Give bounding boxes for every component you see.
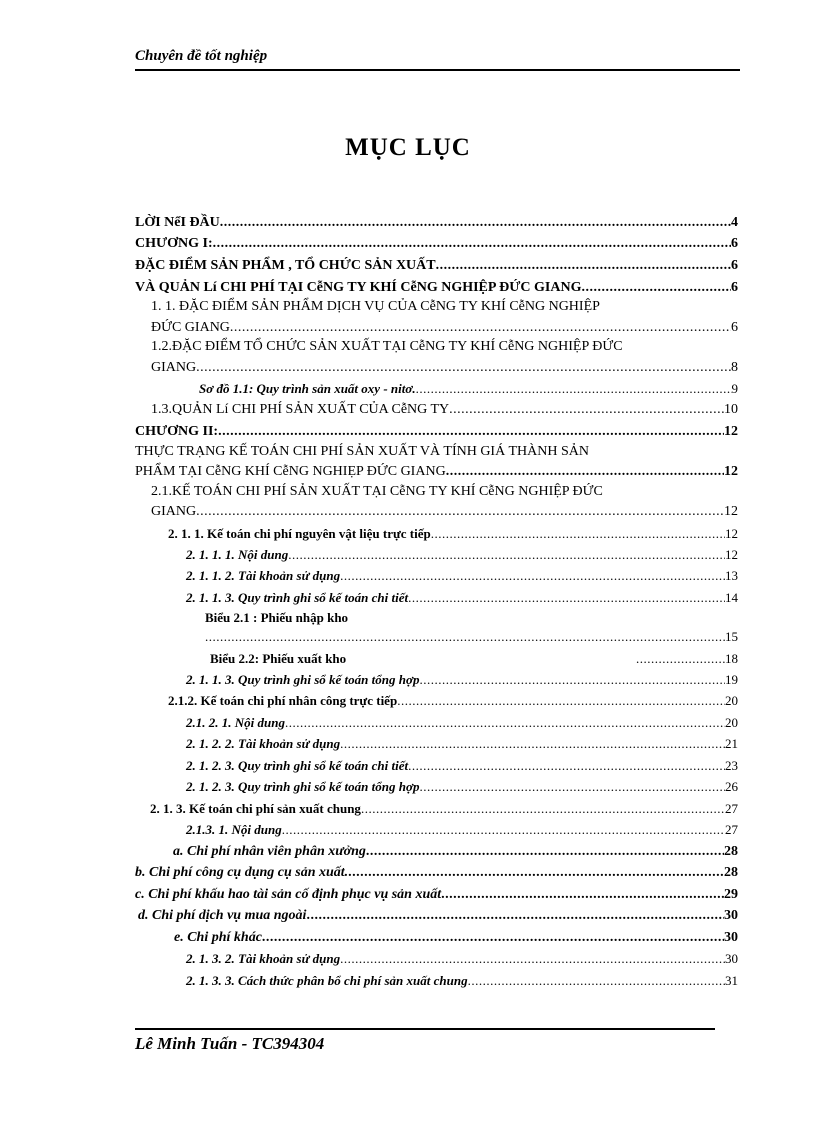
toc-entry[interactable]: 2.1.3. 1. Nội dung ..... 27 — [186, 821, 738, 839]
toc-entry-line1[interactable]: 2.1.KẾ TOÁN CHI PHÍ SẢN XUẤT TẠI CễNG TY KHÍ CễNG NGHIỆP ĐỨC — [151, 484, 603, 499]
toc-entry[interactable]: 2. 1. 3. Kế toán chi phí sản xuất chung ..... 27 — [150, 800, 738, 818]
toc-entry[interactable]: c. Chi phí khấu hao tài sản cố định phục vụ sản xuất ..... 29 — [135, 886, 738, 904]
toc-entry[interactable]: d. Chi phí dịch vụ mua ngoài ..... 30 — [138, 907, 738, 925]
toc-entry[interactable]: CHƯƠNG I: ..... 6 — [135, 235, 738, 253]
toc-entry[interactable]: 2. 1. 3. 3. Cách thức phân bổ chi phí sản xuất chung ..... 31 — [186, 972, 738, 990]
toc-entry[interactable]: CHƯƠNG II: ..... 12 — [135, 423, 738, 441]
toc-entry[interactable]: 2. 1. 2. 3. Quy trình ghi sổ kế toán tổng hợp ..... 26 — [186, 778, 738, 796]
toc-entry[interactable]: 2. 1. 2. 2. Tài khoản sử dụng ..... 21 — [186, 735, 738, 753]
toc-entry[interactable]: VÀ QUẢN Lí CHI PHÍ TẠI CễNG TY KHÍ CễNG NGHIỆP ĐỨC GIANG ..... 6 — [135, 279, 738, 297]
toc-entry[interactable]: a. Chi phí nhân viên phân xưởng ..... 28 — [173, 843, 738, 861]
toc-entry[interactable]: 1.3.QUẢN Lí CHI PHÍ SẢN XUẤT CỦA CễNG TY ..... 10 — [151, 401, 738, 419]
toc-entry[interactable]: 2. 1. 1. 2. Tài khoản sử dụng ..... 13 — [186, 567, 738, 585]
toc-entry[interactable]: 2.1. 2. 1. Nội dung ..... 20 — [186, 714, 738, 732]
toc-entry[interactable]: ĐỨC GIANG ..... 6 — [151, 319, 738, 337]
footer-rule — [135, 1028, 715, 1030]
toc-entry[interactable]: 2. 1. 2. 3. Quy trình ghi sổ kế toán chi tiết ..... 23 — [186, 757, 738, 775]
toc-entry[interactable]: GIANG ..... 8 — [151, 359, 738, 377]
toc-entry[interactable]: PHẨM TẠI CễNG KHÍ CễNG NGHIẸP ĐỨC GIANG ..... 12 — [135, 463, 738, 481]
toc-entry[interactable]: 2. 1. 1. 3. Quy trình ghi sổ kế toán tổng hợp ..... 19 — [186, 671, 738, 689]
toc-entry[interactable]: Sơ đồ 1.1: Quy trình sản xuất oxy - nitơ. ..... 9 — [199, 380, 738, 398]
toc-entry-line1[interactable]: 1.2.ĐẶC ĐIỂM TỔ CHỨC SẢN XUẤT TẠI CễNG TY KHÍ CễNG NGHIỆP ĐỨC — [151, 339, 623, 354]
toc-entry[interactable]: 2. 1. 1. 1. Nội dung ..... 12 — [186, 546, 738, 564]
toc-entry[interactable]: GIANG ..... 12 — [151, 503, 738, 521]
toc-entry[interactable]: 2. 1. 3. 2. Tài khoản sử dụng ..... 30 — [186, 950, 738, 968]
toc-entry[interactable]: 2. 1. 1. Kế toán chi phí nguyên vật liệu trực tiếp ..... 12 — [168, 525, 738, 543]
toc-entry[interactable]: Biểu 2.2: Phiếu xuất kho ..... 18 — [210, 650, 738, 668]
document-header: Chuyên đề tốt nghiệp — [135, 48, 268, 64]
toc-entry[interactable]: 2.1.2. Kế toán chi phí nhân công trực tiếp ..... 20 — [168, 692, 738, 710]
toc-entry-line1[interactable]: 1. 1. ĐẶC ĐIỂM SẢN PHẨM DỊCH VỤ CỦA CễNG TY KHÍ CễNG NGHIỆP — [151, 299, 600, 314]
toc-entry[interactable]: 2. 1. 1. 3. Quy trình ghi sổ kế toán chi tiết ..... 14 — [186, 589, 738, 607]
toc-entry-line1[interactable]: Biểu 2.1 : Phiếu nhập kho — [205, 610, 349, 625]
page-title: MỤC LỤC — [345, 134, 471, 161]
toc-entry[interactable]: LỜI NểI ĐẦU ..... 4 — [135, 214, 738, 232]
toc-entry[interactable]: b. Chi phí công cụ dụng cụ sản xuất. ..... 28 — [135, 864, 738, 882]
toc-entry[interactable]: ..... 15 — [205, 628, 738, 646]
toc-entry-line1[interactable]: THỰC TRẠNG KẾ TOÁN CHI PHÍ SẢN XUẤT VÀ TÍNH GIÁ THÀNH SẢN — [135, 444, 589, 459]
toc-entry[interactable]: e. Chi phí khác ..... 30 — [174, 929, 738, 947]
document-footer: Lê Minh Tuấn - TC394304 — [135, 1034, 325, 1053]
toc-entry[interactable]: ĐẶC ĐIỂM SẢN PHẨM , TỔ CHỨC SẢN XUẤT ..... 6 — [135, 257, 738, 275]
